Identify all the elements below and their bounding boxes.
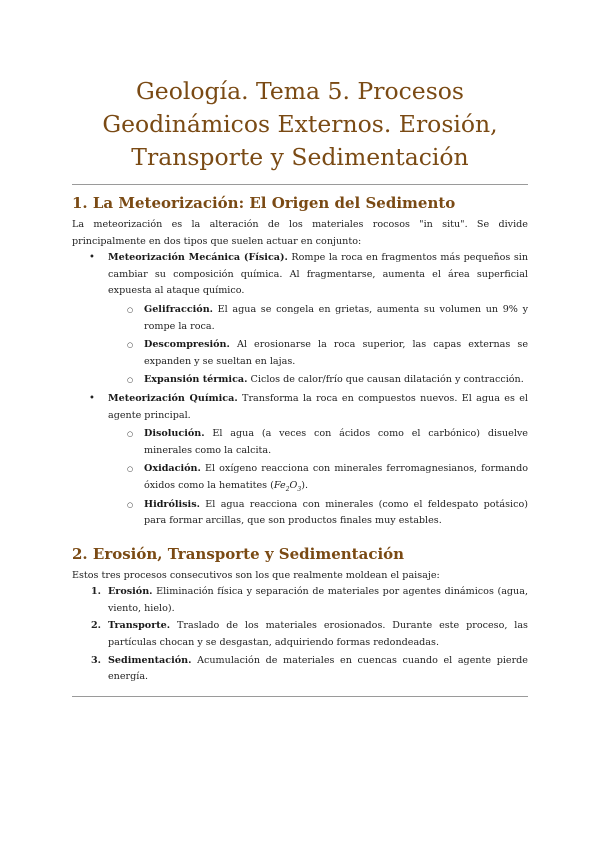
title-line-3: Transporte y Sedimentación — [131, 143, 469, 171]
term-quimica: Meteorización Química. — [108, 392, 238, 404]
quimica-sublist — [108, 426, 528, 530]
term-disolucion: Disolución. — [144, 428, 205, 440]
item-number: 1. — [91, 586, 102, 598]
list-item — [144, 337, 528, 370]
title-line-2: Geodinámicos Externos. Erosión, — [102, 110, 498, 138]
term-oxidacion: Oxidación. — [144, 463, 201, 475]
section-erosion-transporte — [72, 544, 528, 697]
term-gelifraccion: Gelifracción. — [144, 303, 214, 315]
processes-list — [72, 584, 528, 686]
list-item — [144, 426, 528, 459]
item-number: 2. — [91, 620, 102, 632]
term-expansion-termica: Expansión térmica. — [144, 374, 248, 386]
document-page — [72, 75, 528, 697]
term-descompresion: Descompresión. — [144, 339, 230, 351]
formula-o: O — [289, 479, 298, 491]
formula-fe: Fe — [273, 479, 286, 491]
mecanica-sublist — [108, 302, 528, 389]
list-item-quimica — [108, 391, 528, 530]
list-item — [144, 497, 528, 530]
text-quimica: Transforma la roca en compuestos nuevos. El agua es el agente principal. — [108, 392, 528, 421]
section-1-intro: La meteorización es la alteración de los materiales rocosos "in situ". Se divide principalmente en dos tipos que suelen actuar en conjunto: — [72, 219, 528, 247]
term-sedimentacion: Sedimentación. — [108, 654, 192, 666]
title-divider — [72, 184, 528, 185]
text-sedimentacion: Acumulación de materiales en cuencas cuando el agente pierde energía. — [108, 654, 528, 683]
text-descompresion: Al erosionarse la roca superior, las capas externas se expanden y se sueltan en lajas. — [144, 339, 528, 367]
document-title — [62, 75, 538, 174]
list-item — [144, 461, 528, 494]
term-erosion: Erosión. — [108, 586, 153, 598]
list-item — [144, 372, 528, 389]
list-item — [91, 653, 528, 686]
section-2-heading: 2. Erosión, Transporte y Sedimentación — [72, 544, 405, 563]
text-expansion-termica: Ciclos de calor/frío que causan dilatación y contracción. — [247, 374, 524, 386]
section-1-heading: 1. La Meteorización: El Origen del Sedimento — [72, 194, 456, 212]
list-item — [144, 302, 528, 335]
section-meteorizacion — [72, 193, 528, 530]
list-item-mecanica — [108, 250, 528, 389]
term-hidrolisis: Hidrólisis. — [144, 498, 200, 510]
formula-o-subscript: 3 — [297, 485, 302, 493]
item-number: 3. — [91, 654, 102, 666]
hematite-formula — [274, 480, 301, 491]
text-disolucion: El agua (a veces con ácidos como el carbónico) disuelve minerales como la calcita. — [144, 428, 528, 456]
text-erosion: Eliminación física y separación de materiales por agentes dinámicos (agua, viento, hielo). — [108, 586, 528, 614]
meteorization-types-list — [72, 250, 528, 530]
title-line-1: Geología. Tema 5. Procesos — [136, 77, 464, 105]
text-mecanica: Rompe la roca en fragmentos más pequeños sin cambiar su composición química. Al fragmentarse, aumenta el área superficial expuesta al ataque químico. — [108, 252, 529, 297]
term-transporte: Transporte. — [108, 620, 171, 632]
list-item — [91, 618, 528, 651]
section-2-divider — [72, 696, 528, 697]
list-item — [91, 584, 528, 617]
text-hidrolisis: El agua reacciona con minerales (como el feldespato potásico) para formar arcillas, que son productos finales muy estables. — [144, 498, 528, 527]
text-gelifraccion: El agua se congela en grietas, aumenta su volumen un 9% y rompe la roca. — [144, 303, 528, 332]
text-oxidacion: El oxígeno reacciona con minerales ferromagnesianos, formando óxidos como la hematites ( — [144, 463, 528, 491]
section-2-intro: Estos tres procesos consecutivos son los que realmente moldean el paisaje: — [72, 569, 440, 581]
formula-close: ). — [301, 479, 309, 491]
term-mecanica: Meteorización Mecánica (Física). — [108, 252, 288, 264]
formula-fe-subscript: 2 — [285, 485, 290, 493]
text-transporte: Traslado de los materiales erosionados. Durante este proceso, las partículas chocan y se desgastan, adquiriendo formas redondeadas. — [108, 620, 528, 649]
